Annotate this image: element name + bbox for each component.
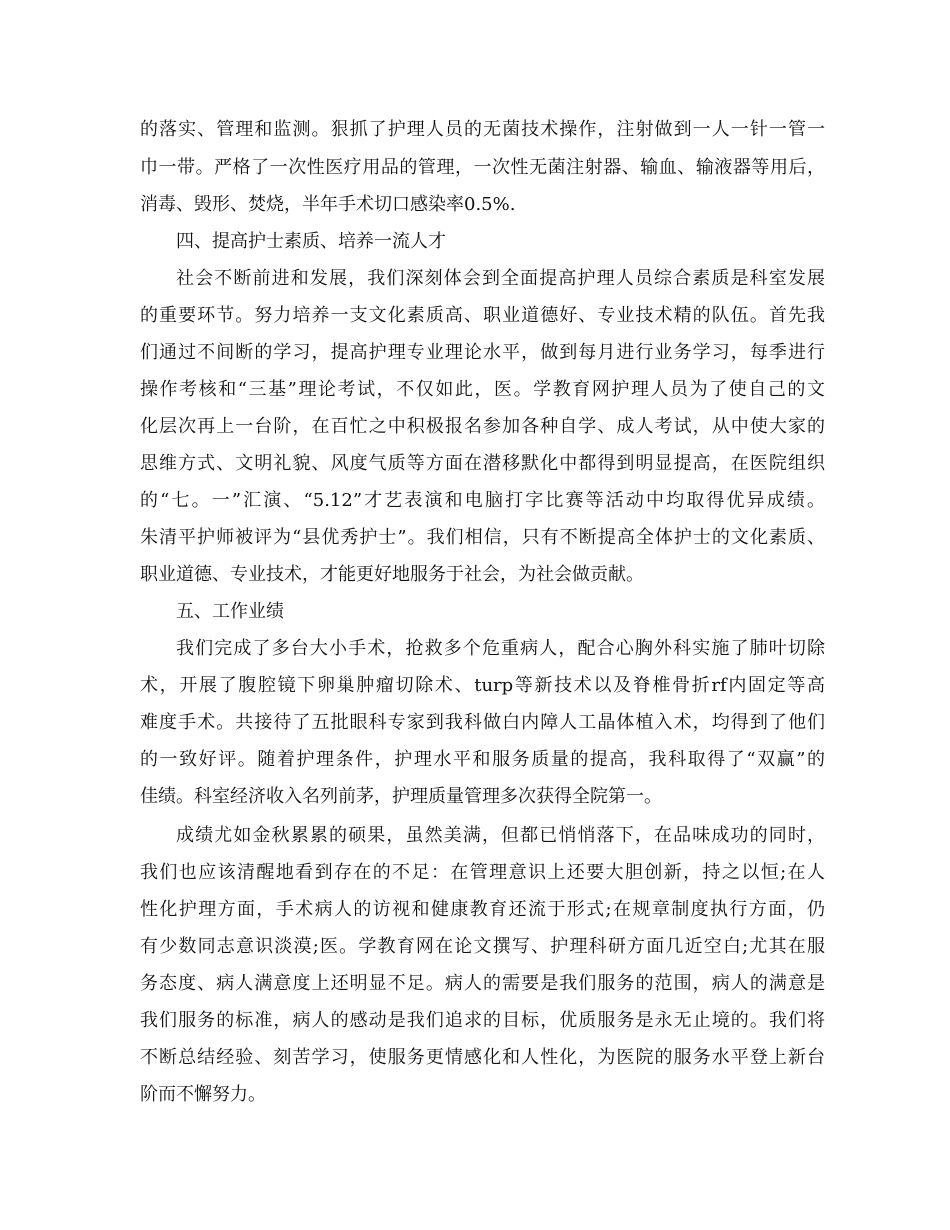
document-page: 的落实、管理和监测。狠抓了护理人员的无菌技术操作，注射做到一人一针一管一 巾一带。严格了一次性医疗用品的管理，一次性无菌注射器、输血、输液器等用后， 消毒、毁形、焚烧，半年手术切口感染率0.5%. 四、提高护士素质、培养一流人才 社会不断前进和发展，我们深刻体会到全面提高护理人员综合素质是科室发展 的重要环节。努力培养一支文化素质高、职业道德好、专业技术精的队伍。首先我 们通过不间断的学习，提高护理专业理论水平，做到每月进行业务学习，每季进行 操作考核和“三基”理论考试，不仅如此，医。学教育网护理人员为了使自己的文 化层次再上一台阶，在百忙之中积极报名参加各种自学、成人考试，从中使大家的 思维方式、文明礼貌、风度气质等方面在潜移默化中都得到明显提高，在医院组织 的“七。一”汇演、“5.12”才艺表演和电脑打字比赛等活动中均取得优异成绩。 朱清平护师被评为“县优秀护士”。我们相信，只有不断提高全体护士的文化素质、 职业道德、专业技术，才能更好地服务于社会，为社会做贡献。 五、工作业绩 我们完成了多台大小手术，抢救多个危重病人，配合心胸外科实施了肺叶切除 术，开展了腹腔镜下卵巢肿瘤切除术、turp等新技术以及脊椎骨折rf内固定等高 难度手术。共接待了五批眼科专家到我科做白内障人工晶体植入术，均得到了他们 的一致好评。随着护理条件，护理水平和服务质量的提高，我科取得了“双赢”的 佳绩。科室经济收入名列前茅，护理质量管理多次获得全院第一。 成绩尤如金秋累累的硕果，虽然美满，但都已悄悄落下，在品味成功的同时， 我们也应该清醒地看到存在的不足：在管理意识上还要大胆创新，持之以恒;在人 性化护理方面，手术病人的访视和健康教育还流于形式;在规章制度执行方面，仍 有少数同志意识淡漠;医。学教育网在论文撰写、护理科研方面几近空白;尤其在服 务态度、病人满意度上还明显不足。病人的需要是我们服务的范围，病人的满意是 我们服务的标准，病人的感动是我们追求的目标，优质服务是永无止境的。我们将 不断总结经验、刻苦学习，使服务更情感化和人性化，为医院的服务水平登上新台 阶而不懈努力。	[0, 0, 950, 1230]
